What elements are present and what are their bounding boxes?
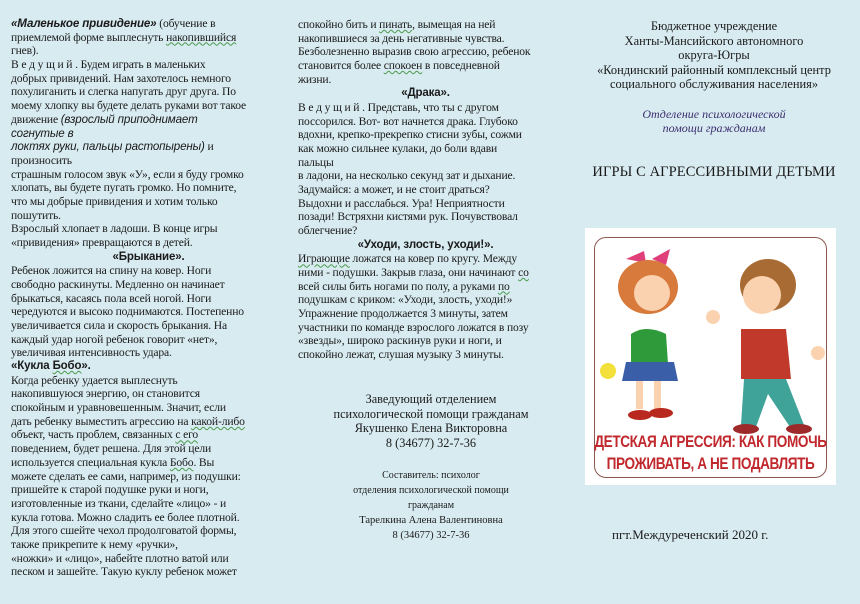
text-span: Взрослый хлопает в ладоши. В конце игры [11, 222, 218, 236]
text-span: Безболезненно выразив свою агрессию, ребенок [298, 45, 531, 59]
text-line [298, 128, 553, 142]
text-line [11, 538, 286, 552]
org-line: округа-Югры [678, 48, 750, 63]
text-span: похулиганить и слегка напугать друг друга. По [11, 85, 236, 99]
text-span: добрых привидений. Нам захотелось немного [11, 71, 231, 85]
text-line [11, 483, 286, 497]
inner-column-left [11, 17, 286, 579]
text-span: «ножки» и «лицо», набейте плотно ватой или [11, 551, 229, 565]
text-line [11, 140, 286, 154]
text-line [11, 511, 286, 525]
caption-line: ПРОЖИВАТЬ, А НЕ ПОДАВЛЯТЬ [606, 454, 815, 473]
author-position: Составитель: психолог [382, 470, 480, 481]
text-span: согнутые в [11, 126, 74, 140]
org-line: «Кондинский районный комплексный центр [597, 62, 831, 77]
text-span: Задумайся: а может, и не стоит драться? [298, 183, 490, 197]
text-span: спокойно лежат, слушая музыку 3 минуты. [298, 348, 504, 362]
text-span: спокойным и уравновешенным. Значит, если [11, 401, 226, 415]
text-span: Бобо [169, 455, 194, 469]
text-line [11, 565, 286, 579]
text-span: хлопать, вы будете пугать громко. Но помните, [11, 181, 237, 195]
cover-illustration [585, 228, 836, 485]
text-span: накопившийся [166, 30, 237, 44]
text-line [298, 18, 553, 32]
text-span: поведением, будет решена. Для этой цели [11, 442, 212, 456]
section-heading [11, 360, 286, 374]
text-span: в повседневной [422, 59, 500, 73]
text-line [11, 264, 286, 278]
text-line [11, 222, 286, 236]
text-line [11, 470, 286, 484]
org-line: социального обслуживания населения» [609, 77, 819, 92]
text-line [298, 169, 553, 183]
text-span: движение [11, 112, 61, 126]
text-span: ложатся на ковер по кругу. Между [349, 252, 518, 266]
text-span: , вымещая на ней [412, 18, 496, 31]
place-and-year: пгт.Междуреченский 2020 г. [612, 527, 769, 542]
department-name [572, 107, 856, 135]
text-span: становится более [298, 59, 384, 73]
text-span: пальцы [298, 155, 334, 169]
text-line [298, 266, 553, 280]
text-line [11, 127, 286, 141]
head-name: Якушенко Елена Викторовна [354, 421, 508, 435]
org-line: Бюджетное учреждение [650, 19, 778, 33]
text-line [298, 59, 553, 73]
text-span: «Уходи, злость, уходи!». [357, 238, 494, 251]
text-span: подушкам с криком: «Уходи, злость, уходи!» [298, 293, 513, 307]
text-span: и [204, 140, 214, 154]
text-line [11, 85, 286, 99]
text-span: пошутить. [11, 208, 61, 222]
text-line [298, 210, 553, 224]
text-line [298, 183, 553, 197]
author-phone: 8 (34677) 32-7-36 [392, 530, 470, 541]
cover-column [572, 19, 856, 181]
inner-column-middle [298, 18, 553, 362]
text-span: кукла готова. Можно сладить ее более плотной. [11, 510, 240, 524]
text-span: Выдохни и расслабься. Ура! Неприятности [298, 196, 505, 210]
text-span: Когда ребенку удается выплеснуть [11, 373, 178, 387]
text-span: поссорился. Вот- вот начнется драка. Глубоко [298, 114, 518, 128]
text-line [11, 168, 286, 182]
text-line [11, 195, 286, 209]
text-span: с его [175, 428, 199, 442]
text-line [11, 333, 286, 347]
text-span: какой-либо [191, 414, 245, 428]
text-line [11, 387, 286, 401]
text-span: . Вы [193, 455, 215, 469]
text-span: можете сделать ее сами, например, из подушки: [11, 469, 241, 483]
text-line [11, 58, 286, 72]
text-span: чередуются и высоко поднимаются. Постепенно [11, 305, 244, 319]
text-span: страшным голосом звук «У», если я буду громко [11, 167, 244, 181]
text-line [11, 236, 286, 250]
text-line [298, 32, 553, 46]
text-line [11, 292, 286, 306]
head-phone: 8 (34677) 32-7-36 [385, 435, 477, 450]
author-department: отделения психологической помощи [353, 485, 509, 496]
text-span: дать ребенку выместить агрессию на [11, 414, 192, 428]
caption-line: ДЕТСКАЯ АГРЕССИЯ: КАК ПОМОЧЬ [594, 432, 827, 451]
text-line [298, 348, 553, 362]
text-span: локтях руки, пальцы растопырены) [11, 140, 205, 154]
text-line [11, 278, 286, 292]
text-line [11, 113, 286, 127]
text-line [298, 197, 553, 211]
text-span: приемлемой форме выплеснуть [11, 30, 167, 44]
text-span: увеличивая интенсивность удара. [11, 346, 172, 360]
text-span: жизни. [298, 72, 332, 86]
text-span: пинать [379, 18, 413, 31]
text-line [298, 321, 553, 335]
head-department: психологической помощи гражданам [333, 406, 529, 421]
text-span: по [497, 279, 510, 293]
text-span: также прикрепите к нему «ручки», [11, 537, 178, 551]
text-span: моему хлопку вы будете делать руками вот такое [11, 99, 247, 113]
text-span: (взрослый приподнимает [60, 112, 198, 126]
text-line [298, 252, 553, 266]
text-span: Бобо [52, 360, 82, 372]
text-line [298, 156, 553, 170]
text-line [11, 17, 286, 31]
text-span: всей силы бить ногами по полу, а руками [298, 279, 498, 293]
text-line [11, 552, 286, 566]
text-span: облегчение? [298, 224, 358, 238]
author-department-cont: гражданам [407, 500, 455, 511]
text-span: позади! Встряхни кистями рук. Почувствовал [298, 210, 518, 224]
text-span: увеличивается сила и скорость брыкания. На [11, 318, 227, 332]
text-span: ними - подушки. Закрыв глаза, они начинают [298, 266, 519, 279]
text-line [11, 415, 286, 429]
text-line [298, 115, 553, 129]
text-line [298, 280, 553, 294]
text-span: вдохни, крепко-прекрепко стисни зубы, сожми [298, 128, 522, 142]
text-span: гнев). [11, 44, 39, 58]
text-span: В е д у щ и й . Будем играть в маленьких [11, 58, 206, 72]
text-line [298, 45, 553, 59]
text-span: свободно раскинуты. Медленно он начинает [11, 277, 225, 291]
head-position: Заведующий отделением [365, 392, 497, 406]
text-line [11, 456, 286, 470]
text-span: «звезды», широко раскинув руки и ноги, и [298, 334, 502, 348]
text-span: брыкаться, касаясь пола всей ногой. Ноги [11, 291, 212, 305]
text-line [298, 334, 553, 348]
text-line [11, 442, 286, 456]
text-line [11, 374, 286, 388]
text-line [11, 154, 286, 168]
text-line [11, 497, 286, 511]
text-span: произносить [11, 153, 72, 167]
text-line [11, 305, 286, 319]
author-name: Тарелкина Алена Валентиновна [359, 515, 503, 526]
text-line [11, 31, 286, 45]
text-line [11, 99, 286, 113]
text-line [11, 524, 286, 538]
text-span: песком и зашейте. Такую куклу ребенок может [11, 565, 237, 579]
text-span: объект, часть проблем, связанных [11, 428, 176, 442]
text-line [298, 142, 553, 156]
text-line [11, 319, 286, 333]
text-span: (обучение в [156, 17, 216, 30]
section-heading [298, 238, 553, 253]
text-span: Играющие [298, 252, 350, 266]
text-span: что мы добрые привидения и хотим только [11, 194, 218, 208]
text-span: «Драка». [401, 87, 450, 100]
text-span: изготовленные из ткани, сделайте «лицо» - и [11, 496, 227, 510]
text-span: «Кукла [11, 360, 53, 372]
text-span: ». [81, 360, 91, 372]
dept-line: помощи гражданам [662, 120, 766, 135]
text-line [298, 73, 553, 87]
dept-line: Отделение психологической [642, 106, 786, 121]
text-line [298, 224, 553, 238]
text-line [11, 428, 286, 442]
text-line [11, 44, 286, 58]
text-line [11, 181, 286, 195]
text-span: спокоен [383, 59, 423, 73]
text-span: «Маленькое привидение» [11, 17, 157, 30]
text-span: «Брыкание». [112, 250, 185, 263]
text-span: пришейте к старой подушке руки и ноги, [11, 483, 209, 497]
text-span: участники по команде взрослого ложатся в позу [298, 320, 529, 334]
text-span: В е д у щ и й . Представь, что ты с другом [298, 100, 499, 114]
text-line [298, 293, 553, 307]
text-span: накопившуюся энергию, он становится [11, 387, 200, 401]
text-span: накопившиеся за день негативные чувства. [298, 31, 505, 45]
text-span: в ладони, на несколько секунд зат и дыхание. [298, 169, 516, 183]
children-fighting-illustration [586, 229, 835, 434]
text-span: используется специальная кукла [11, 455, 170, 469]
contacts-block [300, 392, 562, 543]
section-heading [11, 250, 286, 265]
text-span: «привидения» превращаются в детей. [11, 236, 193, 249]
text-line [298, 307, 553, 321]
brochure-title: ИГРЫ С АГРЕССИВНЫМИ ДЕТЬМИ [592, 163, 836, 180]
org-line: Ханты-Мансийского автономного [624, 33, 804, 48]
section-heading [298, 86, 553, 101]
text-line [11, 346, 286, 360]
text-span: Ребенок ложится на спину на ковер. Ноги [11, 264, 212, 278]
text-span: спокойно бить и [298, 18, 380, 31]
text-span: со [518, 266, 529, 279]
text-line [11, 72, 286, 86]
text-line [298, 101, 553, 115]
text-span: Упражнение продолжается 3 минуты, затем [298, 307, 508, 321]
text-span: как можно сильнее кулаки, до боли вдави [298, 142, 498, 155]
text-span: Для этого сшейте чехол продолговатой формы, [11, 524, 237, 538]
text-span: каждый удар ногой ребенок говорит «нет», [11, 332, 218, 346]
text-line [11, 209, 286, 223]
text-line [11, 401, 286, 415]
